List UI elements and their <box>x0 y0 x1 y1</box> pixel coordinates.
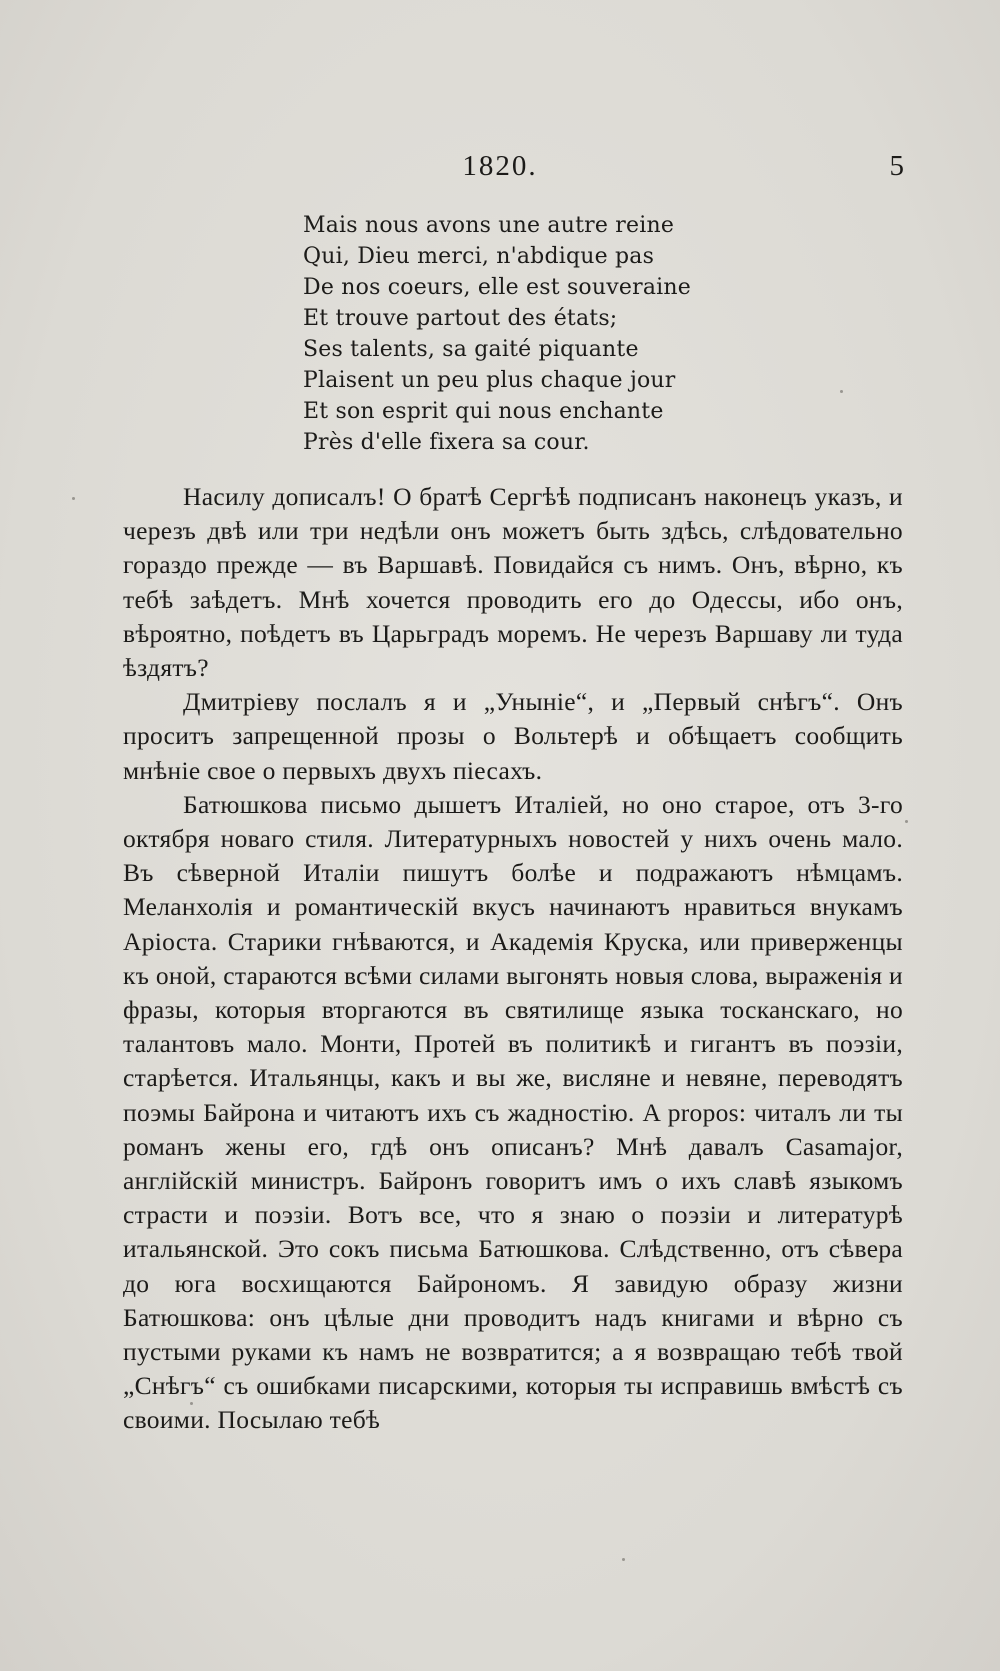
poem-line: Plaisent un peu plus chaque jour <box>303 368 676 393</box>
paper-speck <box>622 1558 625 1561</box>
paper-speck <box>840 390 843 393</box>
paper-speck <box>190 1402 193 1405</box>
poem-line: Qui, Dieu merci, n'abdique pas <box>303 244 655 269</box>
poem-line: De nos coeurs, elle est souveraine <box>303 275 691 300</box>
poem-line: Mais nous avons une autre reine <box>303 213 675 238</box>
paragraph-batyushkov: Батюшкова письмо дышетъ Италіей, но оно старое, отъ 3-го октября новаго стиля. Литературныхъ новостей у нихъ очень мало. Въ сѣверной Италіи пишутъ болѣе и подражаютъ нѣмцамъ. Меланхолія и романтическій вкусъ начинаютъ нравиться внукамъ Аріоста. Старики гнѣваются, и Академія Круска, или приверженцы къ оной, стараются всѣми силами выгонять новыя слова, выраженія и фразы, которыя вторгаются въ святилище языка тосканскаго, но талантовъ мало. Монти, Протей въ политикѣ и гигантъ въ поэзіи, старѣется. Итальянцы, какъ и вы же, висляне и невяне, переводятъ поэмы Байрона и читаютъ ихъ съ жадностію. A propos: читалъ ли ты романъ жены его, гдѣ онъ описанъ? Мнѣ давалъ Casamajor, англійскій министръ. Байронъ говоритъ имъ о ихъ славѣ языкомъ страсти и поэзіи. Вотъ все, что я знаю о поэзіи и литературѣ итальянской. Это сокъ письма Батюшкова. Слѣдственно, отъ сѣвера до юга восхищаются Байрономъ. Я завидую образу жизни Батюшкова: онъ цѣлые дни проводитъ надъ книгами и вѣрно съ пустыми руками къ намъ не возвратится; а я возвращаю тебѣ твой „Снѣгъ“ съ ошибками писарскими, которыя ты исправишь вмѣстѣ съ своими. Посылаю тебѣ <box>123 789 903 1435</box>
poem-line: Ses talents, sa gaité piquante <box>303 337 639 362</box>
page-number: 5 <box>889 150 904 182</box>
page-header <box>0 150 1000 190</box>
paper-speck <box>905 820 908 823</box>
paper-speck <box>72 497 75 500</box>
letter-body <box>123 480 903 1438</box>
running-head-year: 1820. <box>462 150 538 182</box>
poem-line: Près d'elle fixera sa cour. <box>303 430 590 455</box>
paragraph-decree: Насилу дописалъ! О братѣ Сергѣѣ подписанъ наконецъ указъ, и черезъ двѣ или три недѣли онъ можетъ быть здѣсь, слѣдовательно гораздо прежде — въ Варшавѣ. Повидайся съ нимъ. Онъ, вѣрно, къ тебѣ заѣдетъ. Мнѣ хочется проводить его до Одессы, ибо онъ, вѣроятно, поѣдетъ въ Царьградъ моремъ. Не черезъ Варшаву ли туда ѣздятъ? <box>123 482 903 683</box>
french-poem <box>303 210 691 458</box>
poem-line: Et trouve partout des états; <box>303 306 618 331</box>
poem-line: Et son esprit qui nous enchante <box>303 399 664 424</box>
paragraph-dmitriev: Дмитріеву послалъ я и „Уныніе“, и „Первый снѣгъ“. Онъ проситъ запрещенной прозы о Вольтерѣ и обѣщаетъ сообщить мнѣніе свое о первыхъ двухъ піесахъ. <box>123 687 903 785</box>
